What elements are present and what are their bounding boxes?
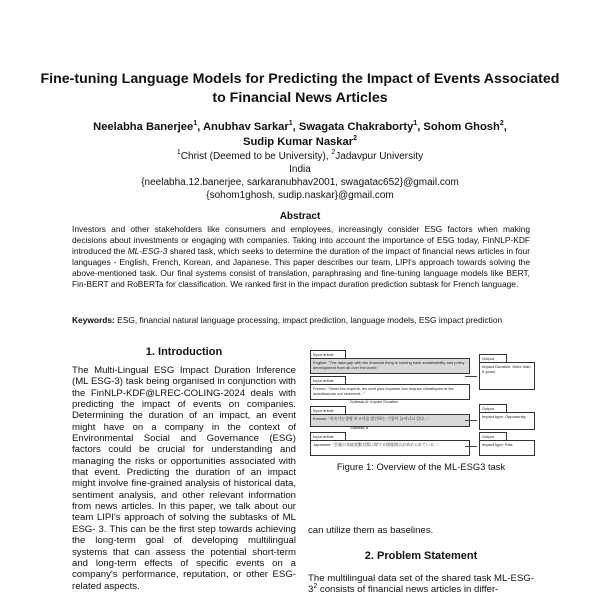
country-line: India <box>289 164 311 175</box>
author-affil-number: 2 <box>353 134 357 142</box>
problem-statement-body: The multilingual data set of the shared task $ML-ESG-3^2$ consists of financial news articles in differ- <box>308 573 534 596</box>
fig-arrow-1 <box>465 376 477 377</box>
fig-subtask-b: Subtask B <box>350 425 369 430</box>
abstract-heading: Abstract <box>279 211 321 222</box>
author-affil-number: 1 <box>193 119 198 127</box>
column2-continuation: can utilize them as baselines. <box>308 525 434 536</box>
author-name: Anubhav Sarkar <box>202 121 289 133</box>
fig-arrow-3 <box>465 446 477 447</box>
author-line: Neelabha Banerjee$^1$, Anubhav Sarkar$^1$, Swagata Chakraborty$^1$, Sohom Ghosh$^2$, <box>93 119 507 133</box>
fig-output-label-3: Output <box>479 432 507 441</box>
figure-caption: Figure 1: Overview of the ML-ESG3 task <box>336 461 506 472</box>
author-name: Neelabha Banerjee <box>93 121 194 133</box>
author-name: Swagata Chakraborty <box>298 121 414 133</box>
fig-japanese-box: Japanese: "企業の気候変動対策に関する情報開示が求められている..." <box>310 440 470 456</box>
fig-output-label-2: Output <box>479 404 507 413</box>
introduction-heading: 1. Introduction <box>145 346 223 358</box>
fig-output-risk: Impact type: Risk <box>479 440 535 456</box>
fig-input-label-3: Input article <box>310 406 346 415</box>
fig-input-label-4: Input article <box>310 432 346 441</box>
fig-output-opportunity: Impact type: Opportunity <box>479 412 535 430</box>
institution-line: $^1$Christ (Deemed to be University), $^2$Jadavpur University <box>176 149 424 162</box>
fig-output-label-1: Output <box>479 354 507 363</box>
email-line-2: {sohom1ghosh, sudip.naskar}@gmail.com <box>206 190 394 201</box>
paper-title: Fine-tuning Language Models for Predicting the Impact of Events Associated to Financial News Articles <box>40 71 560 106</box>
figure-overview <box>308 346 534 456</box>
introduction-body: The Multi-Lingual ESG Impact Duration Inference (ML ESG-3) task being organised in conjunction with the FinNLP-KDF@LREC-COLING-2024 deals with predicting the impact of events on companies. Determining the duration of an impact, an event might have on a company in the context of Environmental Social and Governance (ESG) factors could be crucial for understanding and managing the risks or opportunities associated with that event. Predicting the duration of an impact might involve fine-grained analysis of historical data, sentiment analysis, and other relevant information from news articles. In this paper, we talk about our team LIPI's approach of solving the subtasks of ML ESG- 3. This can be the first step towards achieving the long-term goal of developing multilingual systems that can assess the potential short-term and long-term effects of specific events on a company's performance, reputation, or other ESG-related aspects. <box>72 365 296 592</box>
author-affil-number: 2 <box>499 119 504 127</box>
author-line <box>40 135 560 150</box>
author-name: Sudip Kumar Naskar <box>243 136 354 148</box>
affiliations <box>40 150 560 202</box>
fig-korean-box: Korean: "지속가능경영 보고서를 발간하는 기업이 늘어나고 있다..." <box>310 414 470 427</box>
fig-input-label-1: Input article <box>310 350 346 359</box>
fig-french-box: French: "Selon les experts, les sont plus exposés aux risques climatiques et les investisseurs ont rarement..." <box>310 384 470 400</box>
keywords: Keywords: ESG, financial natural language processing, impact prediction, language models, ESG impact prediction <box>72 315 503 325</box>
fig-arrow-2 <box>465 420 477 421</box>
author-name: Sohom Ghosh <box>423 121 500 133</box>
fig-subtask-a: Subtask A: Impact Duration <box>350 399 399 404</box>
fig-english-box: English: "The data gap with the financial thing is holding back sustainability and policy development from all over the world." <box>310 358 470 374</box>
abstract-body: Investors and other stakeholders like consumers and employees, increasingly consider ESG factors when making decisions about investments or engaging with companies. Taking into account the importance of ESG today, FinNLP-KDF introduced the ML-ESG-3 shared task, which seeks to determine the duration of the impact of financial news articles in four languages - English, French, Korean, and Japanese. This paper describes our team, LIPI's approach towards solving the above-mentioned task. Our final systems consist of translation, paraphrasing and fine-tuning language models like BERT, Fin-BERT and RoBERTa for classification. We ranked first in the impact duration prediction subtask for French language. <box>72 224 530 290</box>
fig-output-duration: Impact Duration: More than 5 years <box>479 362 535 390</box>
author-list <box>40 120 560 150</box>
email-line-1: {neelabha.12.banerjee, sarkaranubhav2001, swagatac652}@gmail.com <box>141 177 459 188</box>
author-affil-number: 1 <box>413 119 418 127</box>
problem-statement-heading: 2. Problem Statement <box>364 550 478 562</box>
author-affil-number: 1 <box>288 119 293 127</box>
fig-input-label-2: Input article <box>310 376 346 385</box>
